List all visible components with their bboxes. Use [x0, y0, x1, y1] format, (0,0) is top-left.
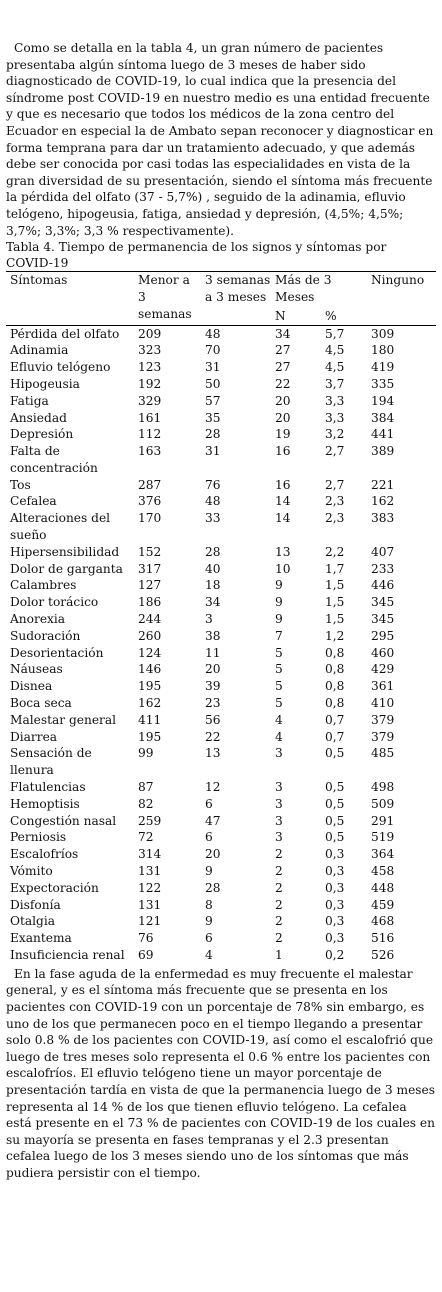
cell-less-3-weeks: 69 — [138, 948, 154, 962]
cell-symptom: Malestar general — [10, 712, 117, 727]
cell-3-weeks-3-months: 18 — [205, 578, 221, 593]
cell-less-3-weeks: 186 — [138, 595, 162, 610]
cell-symptom: Efluvio telógeno — [10, 360, 111, 375]
table-row — [6, 930, 436, 947]
cell-more-3-months-n: 27 — [275, 360, 291, 375]
cell-more-3-months-n: 3 — [275, 746, 283, 761]
cell-more-3-months-n: 20 — [275, 410, 291, 425]
cell-more-3-months-n: 2 — [275, 914, 283, 929]
cell-more-3-months-percent: 0,5 — [325, 796, 345, 811]
cell-3-weeks-3-months: 4 — [205, 948, 213, 962]
cell-3-weeks-3-months: 23 — [205, 696, 221, 711]
cell-none: 446 — [371, 578, 395, 593]
cell-symptom: Depresión — [10, 427, 74, 442]
cell-less-3-weeks: 99 — [138, 746, 154, 761]
cell-less-3-weeks: 161 — [138, 410, 162, 425]
cell-less-3-weeks: 314 — [138, 847, 162, 862]
cell-less-3-weeks: 122 — [138, 880, 162, 895]
cell-more-3-months-percent: 5,7 — [325, 326, 345, 341]
cell-less-3-weeks: 411 — [138, 712, 162, 727]
table-row — [6, 510, 436, 544]
cell-more-3-months-n: 9 — [275, 612, 283, 627]
table-row — [6, 947, 436, 964]
cell-more-3-months-percent: 2,7 — [325, 477, 345, 492]
cell-none: 291 — [371, 813, 395, 828]
cell-more-3-months-n: 5 — [275, 645, 283, 660]
cell-3-weeks-3-months: 35 — [205, 410, 221, 425]
table-row — [6, 577, 436, 594]
cell-more-3-months-percent: 0,5 — [325, 813, 345, 828]
cell-more-3-months-n: 19 — [275, 427, 291, 442]
cell-more-3-months-percent: 2,3 — [325, 511, 345, 526]
cell-none: 519 — [371, 830, 395, 845]
cell-more-3-months-percent: 0,8 — [325, 679, 345, 694]
cell-more-3-months-percent: 2,7 — [325, 444, 345, 459]
cell-more-3-months-n: 20 — [275, 393, 291, 408]
cell-more-3-months-n: 34 — [275, 326, 291, 341]
header-3-weeks-to-3-months: 3 semanas a 3 meses — [201, 272, 271, 325]
cell-symptom: Falta de concentración — [10, 444, 98, 475]
table-row — [6, 594, 436, 611]
cell-symptom: Cefalea — [10, 494, 57, 509]
cell-more-3-months-n: 5 — [275, 679, 283, 694]
table-row — [6, 376, 436, 393]
cell-less-3-weeks: 195 — [138, 729, 162, 744]
cell-more-3-months-n: 22 — [275, 376, 291, 391]
cell-3-weeks-3-months: 48 — [205, 326, 221, 341]
cell-3-weeks-3-months: 38 — [205, 628, 221, 643]
cell-more-3-months-percent: 1,5 — [325, 578, 345, 593]
table-row — [6, 611, 436, 628]
cell-more-3-months-percent: 1,2 — [325, 628, 345, 643]
header-more-than-3-months: Más de 3 Meses — [271, 272, 367, 306]
cell-more-3-months-percent: 4,5 — [325, 360, 345, 375]
cell-3-weeks-3-months: 40 — [205, 561, 221, 576]
table-row — [6, 813, 436, 830]
cell-more-3-months-n: 2 — [275, 880, 283, 895]
table-row — [6, 829, 436, 846]
cell-3-weeks-3-months: 28 — [205, 880, 221, 895]
cell-less-3-weeks: 376 — [138, 494, 162, 509]
cell-symptom: Anorexia — [10, 612, 66, 627]
intro-paragraph: Como se detalla en la tabla 4, un gran número de pacientes presentaba algún síntoma luego de 3 meses de haber sido diagnosticado de COVID-19, lo cual indica que la presencia del síndrome post COVID-19 en nuestro medio es una entidad frecuente y que es necesario que todos los médicos de la zona centro del Ecuador en especial la de Ambato sepan reconocer y diagnosticar en forma temprana para dar un tratamiento adecuado, y que además debe ser conocida por casi todas las especialidades en vista de la gran diversidad de su presentación, siendo el síntoma más frecuente la pérdida del olfato (37 - 5,7%) , seguido de la adinamia, efluvio telógeno, hipogeusia, fatiga, ansiedad y depresión, (4,5%; 4,5%; 3,7%; 3,3%; 3,3 % respectivamente). — [6, 41, 434, 238]
closing-paragraph: En la fase aguda de la enfermedad es muy frecuente el malestar general, y es el síntoma más frecuente que se presenta en los pacientes con COVID-19 con un porcentaje de 78% sin embargo, es uno de los que permanecen poco en el tiempo llegando a presentar solo 0.8 % de los pacientes con COVID-19, así como el escalofrió que luego de tres meses solo representa el 0.6 % entre los pacientes con escalofríos. El efluvio telógeno tiene un mayor porcentaje de presentación tardía en vista de que la permanencia luego de 3 meses representa al 14 % de los que tienen efluvio telógeno. La cefalea está presente en el 73 % de pacientes con COVID-19 de los cuales en su mayoría se presenta en fases tempranas y el 2.3 presentan cefalea luego de los 3 meses siendo uno de los síntomas que más pudiera persistir con el tiempo. — [6, 966, 436, 1180]
cell-none: 233 — [371, 561, 395, 576]
cell-more-3-months-n: 9 — [275, 595, 283, 610]
cell-none: 516 — [371, 931, 395, 946]
cell-symptom: Calambres — [10, 578, 77, 593]
cell-none: 194 — [371, 393, 395, 408]
cell-less-3-weeks: 317 — [138, 561, 162, 576]
cell-less-3-weeks: 82 — [138, 796, 154, 811]
cell-symptom: Flatulencias — [10, 780, 86, 795]
header-none: Ninguno — [367, 272, 436, 325]
header-less-than-3-weeks: Menor a 3 semanas — [134, 272, 201, 325]
cell-symptom: Hemoptisis — [10, 796, 80, 811]
table-row — [6, 796, 436, 813]
cell-less-3-weeks: 244 — [138, 612, 162, 627]
cell-less-3-weeks: 127 — [138, 578, 162, 593]
cell-symptom: Sudoración — [10, 628, 81, 643]
cell-symptom: Tos — [10, 477, 31, 492]
cell-more-3-months-percent: 0,3 — [325, 931, 345, 946]
cell-more-3-months-n: 14 — [275, 494, 291, 509]
cell-3-weeks-3-months: 13 — [205, 746, 221, 761]
cell-3-weeks-3-months: 48 — [205, 494, 221, 509]
cell-none: 389 — [371, 444, 395, 459]
cell-more-3-months-n: 4 — [275, 712, 283, 727]
cell-symptom: Boca seca — [10, 696, 72, 711]
table-row — [6, 426, 436, 443]
cell-more-3-months-percent: 0,5 — [325, 830, 345, 845]
cell-more-3-months-percent: 0,8 — [325, 645, 345, 660]
cell-less-3-weeks: 260 — [138, 628, 162, 643]
cell-more-3-months-percent: 3,3 — [325, 393, 345, 408]
header-percent: % — [321, 306, 367, 325]
cell-more-3-months-percent: 0,7 — [325, 712, 345, 727]
cell-none: 485 — [371, 746, 395, 761]
table-row — [6, 544, 436, 561]
cell-3-weeks-3-months: 56 — [205, 712, 221, 727]
table-row — [6, 661, 436, 678]
cell-less-3-weeks: 131 — [138, 864, 162, 879]
cell-more-3-months-percent: 0,5 — [325, 780, 345, 795]
cell-more-3-months-percent: 0,8 — [325, 696, 345, 711]
cell-more-3-months-percent: 2,3 — [325, 494, 345, 509]
cell-3-weeks-3-months: 6 — [205, 796, 213, 811]
cell-more-3-months-n: 7 — [275, 628, 283, 643]
cell-none: 460 — [371, 645, 395, 660]
cell-more-3-months-percent: 0,2 — [325, 948, 345, 962]
table-row — [6, 393, 436, 410]
cell-3-weeks-3-months: 70 — [205, 343, 221, 358]
header-n: N — [271, 306, 321, 325]
cell-none: 441 — [371, 427, 395, 442]
cell-more-3-months-n: 13 — [275, 544, 291, 559]
table-row — [6, 913, 436, 930]
cell-symptom: Insuficiencia renal — [10, 948, 125, 962]
cell-more-3-months-n: 14 — [275, 511, 291, 526]
cell-more-3-months-percent: 1,5 — [325, 595, 345, 610]
cell-3-weeks-3-months: 8 — [205, 897, 213, 912]
cell-more-3-months-n: 3 — [275, 813, 283, 828]
table-row — [6, 477, 436, 494]
cell-none: 295 — [371, 628, 395, 643]
cell-less-3-weeks: 131 — [138, 897, 162, 912]
cell-less-3-weeks: 163 — [138, 444, 162, 459]
table-row — [6, 863, 436, 880]
cell-more-3-months-n: 16 — [275, 444, 291, 459]
cell-more-3-months-percent: 3,2 — [325, 427, 345, 442]
cell-3-weeks-3-months: 3 — [205, 612, 213, 627]
cell-none: 458 — [371, 864, 395, 879]
cell-less-3-weeks: 195 — [138, 679, 162, 694]
cell-none: 345 — [371, 612, 395, 627]
cell-more-3-months-percent: 1,7 — [325, 561, 345, 576]
cell-less-3-weeks: 87 — [138, 780, 154, 795]
cell-none: 379 — [371, 712, 395, 727]
cell-3-weeks-3-months: 6 — [205, 830, 213, 845]
cell-symptom: Expectoración — [10, 880, 99, 895]
cell-symptom: Ansiedad — [10, 410, 67, 425]
cell-none: 361 — [371, 679, 395, 694]
cell-3-weeks-3-months: 11 — [205, 645, 221, 660]
table-row — [6, 678, 436, 695]
cell-less-3-weeks: 124 — [138, 645, 162, 660]
table-row — [6, 880, 436, 897]
cell-3-weeks-3-months: 76 — [205, 477, 221, 492]
cell-more-3-months-n: 3 — [275, 830, 283, 845]
cell-more-3-months-n: 4 — [275, 729, 283, 744]
cell-more-3-months-n: 3 — [275, 796, 283, 811]
cell-more-3-months-n: 2 — [275, 931, 283, 946]
table-row — [6, 342, 436, 359]
cell-less-3-weeks: 112 — [138, 427, 162, 442]
table-row — [6, 410, 436, 427]
table-row — [6, 443, 436, 477]
cell-3-weeks-3-months: 9 — [205, 914, 213, 929]
cell-more-3-months-percent: 1,5 — [325, 612, 345, 627]
cell-more-3-months-n: 2 — [275, 847, 283, 862]
cell-none: 419 — [371, 360, 395, 375]
cell-symptom: Diarrea — [10, 729, 58, 744]
cell-symptom: Desorientación — [10, 645, 104, 660]
cell-none: 509 — [371, 796, 395, 811]
table-row — [6, 628, 436, 645]
cell-none: 180 — [371, 343, 395, 358]
cell-more-3-months-percent: 0,3 — [325, 864, 345, 879]
table-row — [6, 846, 436, 863]
cell-3-weeks-3-months: 39 — [205, 679, 221, 694]
cell-3-weeks-3-months: 22 — [205, 729, 221, 744]
cell-less-3-weeks: 76 — [138, 931, 154, 946]
cell-3-weeks-3-months: 12 — [205, 780, 221, 795]
cell-symptom: Escalofríos — [10, 847, 79, 862]
cell-less-3-weeks: 323 — [138, 343, 162, 358]
cell-3-weeks-3-months: 57 — [205, 393, 221, 408]
cell-more-3-months-percent: 3,7 — [325, 376, 345, 391]
cell-none: 162 — [371, 494, 395, 509]
cell-less-3-weeks: 170 — [138, 511, 162, 526]
cell-symptom: Náuseas — [10, 662, 63, 677]
table-row — [6, 745, 436, 779]
table-row — [6, 779, 436, 796]
cell-more-3-months-n: 2 — [275, 864, 283, 879]
table-row — [6, 493, 436, 510]
table-row — [6, 359, 436, 376]
cell-more-3-months-percent: 0,5 — [325, 746, 345, 761]
cell-symptom: Adinamia — [10, 343, 69, 358]
table-row — [6, 325, 436, 342]
cell-more-3-months-percent: 0,8 — [325, 662, 345, 677]
cell-3-weeks-3-months: 20 — [205, 847, 221, 862]
cell-more-3-months-n: 1 — [275, 948, 283, 962]
cell-more-3-months-n: 9 — [275, 578, 283, 593]
table-row — [6, 729, 436, 746]
cell-none: 459 — [371, 897, 395, 912]
cell-symptom: Dolor de garganta — [10, 561, 123, 576]
cell-symptom: Otalgia — [10, 914, 56, 929]
table-row — [6, 561, 436, 578]
cell-symptom: Pérdida del olfato — [10, 326, 120, 341]
cell-more-3-months-percent: 0,3 — [325, 897, 345, 912]
cell-less-3-weeks: 209 — [138, 326, 162, 341]
cell-none: 345 — [371, 595, 395, 610]
cell-symptom: Disnea — [10, 679, 53, 694]
cell-more-3-months-n: 5 — [275, 696, 283, 711]
table-row — [6, 645, 436, 662]
cell-more-3-months-percent: 4,5 — [325, 343, 345, 358]
cell-symptom: Disfonía — [10, 897, 61, 912]
cell-more-3-months-n: 3 — [275, 780, 283, 795]
cell-none: 410 — [371, 696, 395, 711]
cell-more-3-months-percent: 0,3 — [325, 880, 345, 895]
cell-symptom: Perniosis — [10, 830, 67, 845]
cell-3-weeks-3-months: 31 — [205, 360, 221, 375]
cell-none: 384 — [371, 410, 395, 425]
cell-more-3-months-percent: 0,3 — [325, 847, 345, 862]
cell-symptom: Vómito — [10, 864, 53, 879]
table-row — [6, 712, 436, 729]
cell-less-3-weeks: 152 — [138, 544, 162, 559]
cell-symptom: Alteraciones del sueño — [10, 511, 111, 543]
cell-none: 448 — [371, 880, 395, 895]
cell-less-3-weeks: 123 — [138, 360, 162, 375]
cell-more-3-months-percent: 3,3 — [325, 410, 345, 425]
cell-none: 429 — [371, 662, 395, 677]
cell-none: 309 — [371, 326, 395, 341]
cell-3-weeks-3-months: 28 — [205, 544, 221, 559]
cell-less-3-weeks: 192 — [138, 376, 162, 391]
cell-more-3-months-n: 2 — [275, 897, 283, 912]
cell-symptom: Hipersensibilidad — [10, 544, 120, 559]
cell-symptom: Exantema — [10, 931, 72, 946]
table-row — [6, 695, 436, 712]
cell-less-3-weeks: 146 — [138, 662, 162, 677]
cell-3-weeks-3-months: 34 — [205, 595, 221, 610]
table-caption: Tabla 4. Tiempo de permanencia de los signos y síntomas por COVID-19 — [6, 240, 387, 271]
cell-none: 221 — [371, 477, 395, 492]
table-row — [6, 897, 436, 914]
cell-symptom: Congestión nasal — [10, 813, 117, 828]
cell-none: 364 — [371, 847, 395, 862]
cell-none: 498 — [371, 780, 395, 795]
cell-none: 383 — [371, 511, 395, 526]
cell-symptom: Sensación de llenura — [10, 746, 92, 778]
cell-less-3-weeks: 329 — [138, 393, 162, 408]
cell-more-3-months-percent: 0,3 — [325, 914, 345, 929]
cell-less-3-weeks: 259 — [138, 813, 162, 828]
cell-less-3-weeks: 162 — [138, 696, 162, 711]
cell-none: 335 — [371, 376, 395, 391]
cell-none: 526 — [371, 948, 395, 962]
cell-3-weeks-3-months: 50 — [205, 376, 221, 391]
cell-symptom: Dolor torácico — [10, 595, 99, 610]
cell-less-3-weeks: 121 — [138, 914, 162, 929]
cell-none: 379 — [371, 729, 395, 744]
cell-3-weeks-3-months: 6 — [205, 931, 213, 946]
cell-more-3-months-n: 27 — [275, 343, 291, 358]
cell-symptom: Fatiga — [10, 393, 49, 408]
cell-none: 468 — [371, 914, 395, 929]
header-symptoms: Síntomas — [6, 272, 134, 325]
cell-less-3-weeks: 287 — [138, 477, 162, 492]
cell-3-weeks-3-months: 9 — [205, 864, 213, 879]
cell-3-weeks-3-months: 33 — [205, 511, 221, 526]
cell-3-weeks-3-months: 31 — [205, 444, 221, 459]
cell-more-3-months-n: 16 — [275, 477, 291, 492]
cell-more-3-months-n: 10 — [275, 561, 291, 576]
cell-less-3-weeks: 72 — [138, 830, 154, 845]
cell-symptom: Hipogeusia — [10, 376, 80, 391]
cell-more-3-months-percent: 0,7 — [325, 729, 345, 744]
cell-more-3-months-percent: 2,2 — [325, 544, 345, 559]
cell-3-weeks-3-months: 28 — [205, 427, 221, 442]
cell-none: 407 — [371, 544, 395, 559]
cell-more-3-months-n: 5 — [275, 662, 283, 677]
cell-3-weeks-3-months: 47 — [205, 813, 221, 828]
cell-3-weeks-3-months: 20 — [205, 662, 221, 677]
symptoms-table — [6, 271, 436, 964]
table-body — [6, 325, 436, 964]
